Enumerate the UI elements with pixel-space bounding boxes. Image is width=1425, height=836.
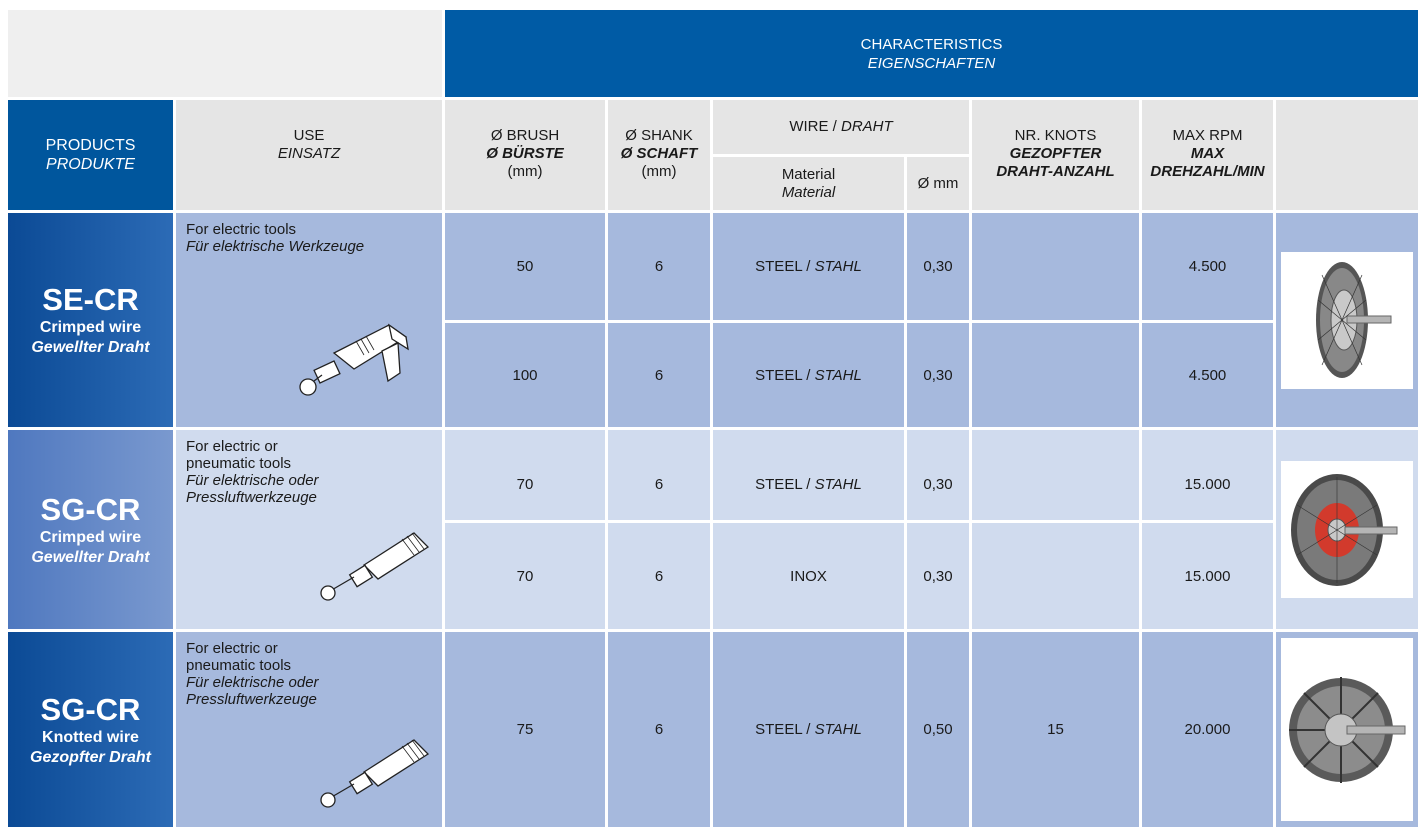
product-image-cell — [1276, 632, 1418, 827]
wire-dia-value: 0,30 — [907, 213, 969, 320]
use-de-line1: Für elektrische oder — [186, 472, 319, 489]
material-de-value: STAHL — [814, 476, 862, 493]
wire-dia-header — [907, 157, 969, 210]
brush-unit-label: (mm) — [507, 163, 543, 180]
shank-value: 6 — [608, 213, 710, 320]
material-de-value: STAHL — [814, 721, 862, 738]
use-en-line2: pneumatic tools — [186, 657, 292, 674]
product-type-de: Gewellter Draht — [31, 339, 150, 356]
rpm-header — [1142, 100, 1273, 210]
use-label: USE — [293, 127, 325, 144]
products-header — [8, 100, 173, 210]
use-en: For electric tools — [186, 221, 297, 238]
material-header — [713, 157, 904, 210]
product-spec-table — [5, 7, 1421, 830]
knots-value — [972, 213, 1139, 320]
material-value — [713, 430, 904, 520]
knots-de1-label: GEZOPFTER — [1009, 145, 1102, 162]
knots-value — [972, 430, 1139, 520]
rpm-de2-label: DREHZAHL/MIN — [1150, 163, 1265, 180]
rpm-de1-label: MAX — [1190, 145, 1225, 162]
use-en-line1: For electric or — [186, 438, 278, 455]
eigenschaften-label: EIGENSCHAFTEN — [867, 54, 996, 72]
use-de: Für elektrische Werkzeuge — [186, 238, 365, 255]
crimped-wheel-brush-image — [1292, 255, 1402, 385]
brush-de-label: Ø BÜRSTE — [486, 145, 564, 162]
electric-drill-icon — [294, 311, 414, 403]
use-header — [176, 100, 442, 210]
use-cell — [176, 213, 442, 427]
material-value — [713, 632, 904, 827]
use-de-line1: Für elektrische oder — [186, 674, 319, 691]
material-en-value: STEEL / — [755, 721, 811, 738]
product-code: SG-CR — [40, 491, 141, 527]
use-cell — [176, 632, 442, 827]
characteristics-header — [445, 10, 1418, 97]
material-value — [713, 523, 904, 629]
material-value — [713, 323, 904, 427]
wire-dia-value: 0,30 — [907, 323, 969, 427]
product-type-en: Knotted wire — [42, 728, 139, 746]
brush-value: 75 — [445, 632, 605, 827]
use-de-line2: Pressluftwerkzeuge — [186, 489, 317, 506]
product-sg-cr-crimped — [8, 430, 173, 629]
brush-header — [445, 100, 605, 210]
rpm-en-label: MAX RPM — [1172, 127, 1243, 144]
shank-unit-label: (mm) — [641, 163, 677, 180]
material-en-value: STEEL / — [755, 476, 811, 493]
rpm-value: 15.000 — [1142, 523, 1273, 629]
wire-de-label: DRAHT — [841, 118, 893, 135]
knots-value — [972, 523, 1139, 629]
einsatz-label: EINSATZ — [277, 145, 341, 162]
wire-dia-value: 0,50 — [907, 632, 969, 827]
wire-dia-value: 0,30 — [907, 430, 969, 520]
product-type-de: Gewellter Draht — [31, 548, 150, 566]
brush-value: 50 — [445, 213, 605, 320]
wire-header — [713, 100, 969, 154]
header-blank — [8, 10, 442, 97]
knots-value — [972, 323, 1139, 427]
shank-header — [608, 100, 710, 210]
knots-en-label: NR. KNOTS — [1014, 127, 1097, 144]
knots-header — [972, 100, 1139, 210]
wire-dia-value: 0,30 — [907, 523, 969, 629]
rpm-value: 20.000 — [1142, 632, 1273, 827]
product-type-en: Crimped wire — [39, 528, 142, 546]
material-de-value: STAHL — [814, 258, 862, 275]
material-en-value: STEEL / — [755, 366, 811, 384]
characteristics-label: CHARACTERISTICS — [860, 35, 1003, 53]
use-en-line2: pneumatic tools — [186, 455, 292, 472]
knotted-wheel-brush-image — [1285, 655, 1409, 805]
shank-value: 6 — [608, 323, 710, 427]
product-image-cell — [1276, 213, 1418, 427]
image-header-blank — [1276, 100, 1418, 210]
shank-value: 6 — [608, 632, 710, 827]
product-code: SE-CR — [42, 282, 139, 317]
use-cell — [176, 430, 442, 629]
material-de-label: Material — [781, 183, 836, 201]
brush-value: 100 — [445, 323, 605, 427]
products-label: PRODUCTS — [45, 137, 136, 154]
product-code: SG-CR — [40, 691, 141, 727]
rpm-value: 4.500 — [1142, 323, 1273, 427]
knots-de2-label: DRAHT-ANZAHL — [996, 163, 1115, 180]
material-en-value: INOX — [790, 567, 827, 585]
knots-value: 15 — [972, 632, 1139, 827]
wire-dia-label: Ø mm — [917, 174, 959, 192]
material-en-value: STEEL / — [755, 258, 811, 275]
brush-value: 70 — [445, 523, 605, 629]
straight-grinder-icon — [316, 525, 436, 603]
material-value — [713, 213, 904, 320]
straight-grinder-icon — [316, 732, 436, 810]
product-type-de: Gezopfter Draht — [30, 748, 151, 766]
shank-value: 6 — [608, 523, 710, 629]
wire-en-label: WIRE / — [789, 118, 837, 135]
rpm-value: 4.500 — [1142, 213, 1273, 320]
shank-en-label: Ø SHANK — [625, 127, 693, 144]
shank-de-label: Ø SCHAFT — [620, 145, 698, 162]
product-image-cell — [1276, 430, 1418, 629]
use-en-line1: For electric or — [186, 640, 278, 657]
brush-value: 70 — [445, 430, 605, 520]
use-de-line2: Pressluftwerkzeuge — [186, 691, 317, 708]
shank-value: 6 — [608, 430, 710, 520]
product-se-cr — [8, 213, 173, 427]
brush-en-label: Ø BRUSH — [490, 127, 560, 144]
product-type-en: Crimped wire — [39, 319, 142, 336]
crimped-wheel-brush-red-hub-image — [1287, 465, 1407, 595]
material-en-label: Material — [781, 165, 836, 183]
produkte-label: PRODUKTE — [46, 156, 135, 173]
material-de-value: STAHL — [814, 366, 862, 384]
rpm-value: 15.000 — [1142, 430, 1273, 520]
product-sg-cr-knotted — [8, 632, 173, 827]
